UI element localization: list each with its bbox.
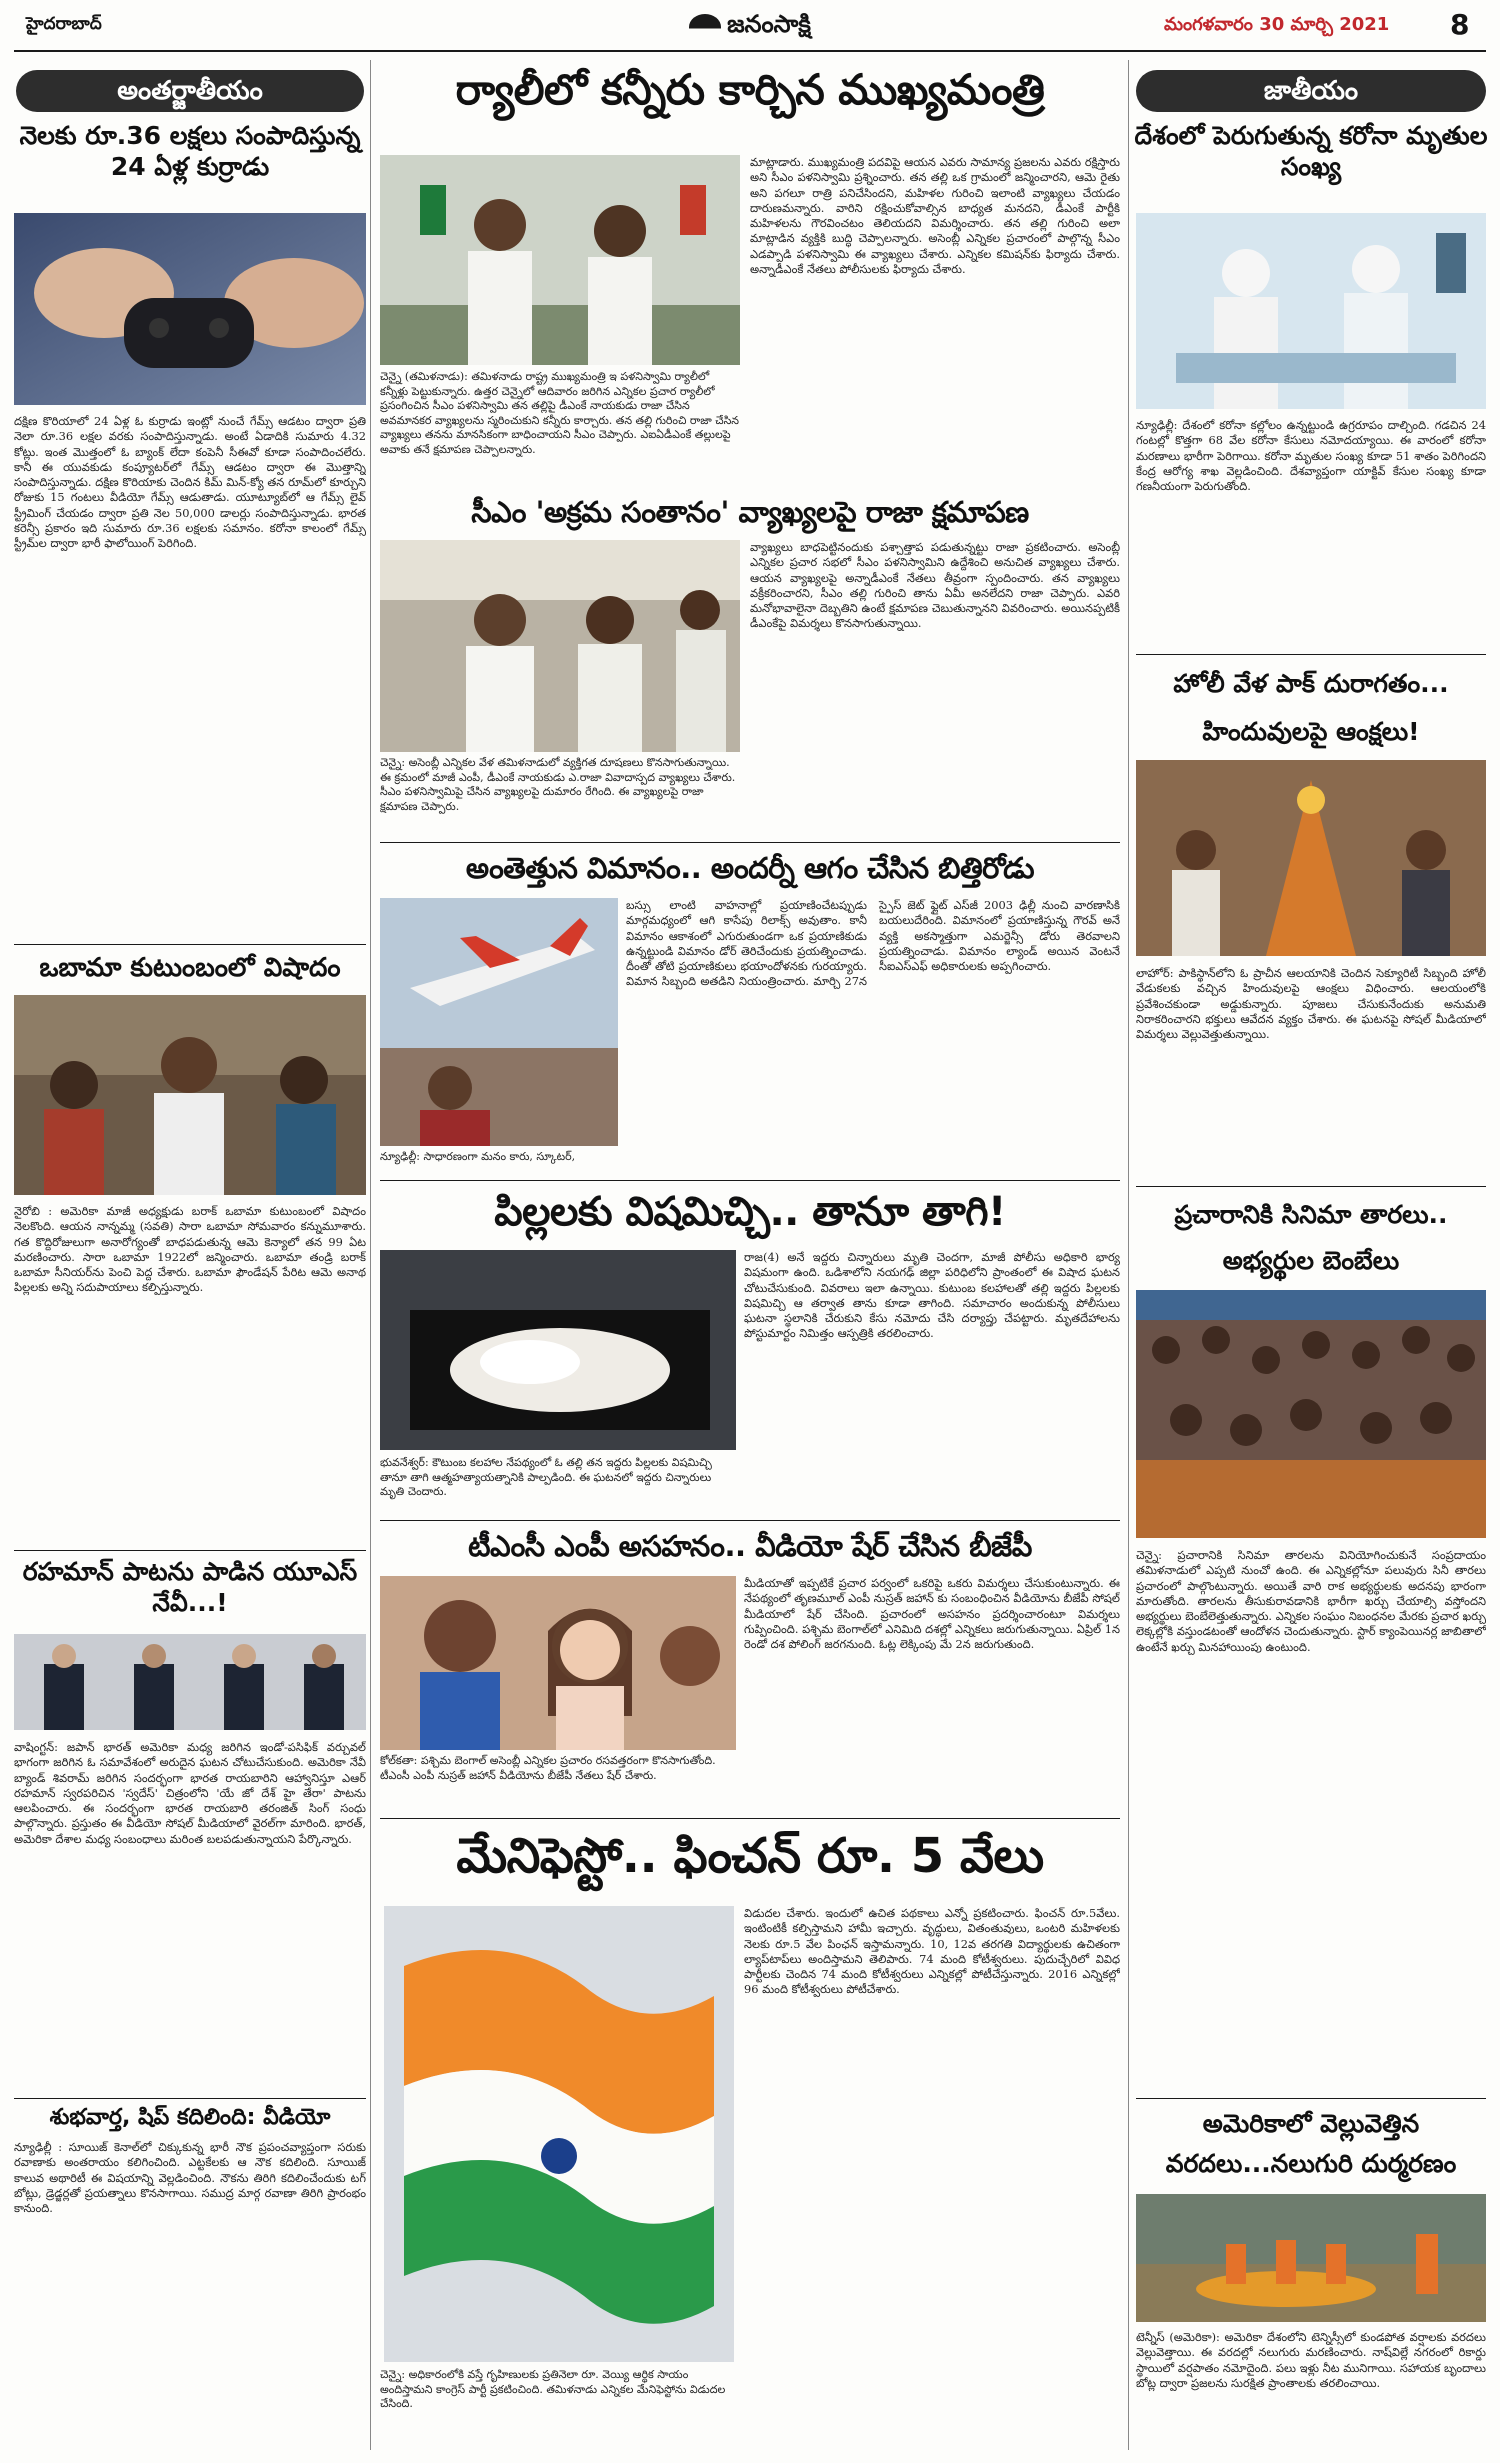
paper-name: జనంసాక్షి (727, 10, 811, 38)
article-floods-title: అమెరికాలో వెల్లువెత్తిన వరదలు...నలుగురి దుర్మరణం (1165, 2109, 1457, 2178)
article-stars-title: ప్రచారానికి సినిమా తారలు.. అభ్యర్థుల బెంబేలు (1174, 1200, 1448, 1275)
column-divider-left (370, 60, 371, 2450)
raja-photo-image (380, 540, 740, 752)
article-holi-title: హోలీ వేళ పాక్ దురాగతం... హిందువులపై ఆంక్షలు! (1173, 669, 1449, 746)
raja-body: వ్యాఖ్యలు బాధపెట్టినందుకు పశ్చాత్తాప పడుతున్నట్టు రాజా ప్రకటించారు. అసెంబ్లీ ఎన్నికల ప్రచార సభలో సీఎం పళనిస్వామిని ఉద్దేశించి అనుచిత వ్యాఖ్యలు చేశారు. ఆయన వ్యాఖ్యలపై అన్నాడీఎంకే నేతలు తీవ్రంగా స్పందించారు. తన వ్యాఖ్యలు వక్రీకరించారని, సీఎం తల్లి గురించి తాను ఏమీ అనలేదని రాజా చెప్పారు. ఎవరి మనోభావాలైనా దెబ్బతిని ఉంటే క్షమాపణ చెబుతున్నానని వివరించారు. అయినప్పటికీ డీఎంకేపై విమర్శలు కొనసాగుతున్నాయి. (750, 540, 1120, 631)
manifesto-body: విడుదల చేశారు. ఇందులో ఉచిత పథకాలు ఎన్నో ప్రకటించారు. ఫించన్ రూ.5వేలు. ఇంటింటికీ కల్పిస్తామని హామీ ఇచ్చారు. వృద్ధులు, వితంతువులు, ఒంటరి మహిళలకు నెలకు రూ.5 వేల పింఛన్ ఇస్తామన్నారు. 10, 12వ తరగతి విద్యార్థులకు ఉచితంగా ల్యాప్‌టాప్‌లు అందిస్తామని తెలిపారు. 74 మంది కోటీశ్వరులు. పుదుచ్చేరిలో వివిధ పార్టీలకు చెందిన 74 మంది కోటీశ్వరులు ఎన్నికల్లో పోటీచేస్తున్నారు. 2016 ఎన్నికల్లో 96 మంది కోటీశ్వరులు పోటీచేశారు. (744, 1906, 1120, 1997)
cm-rally-photo (380, 155, 740, 365)
article-navy-body: వాషింగ్టన్: జపాన్ భారత్ అమెరికా మధ్య జరిగిన ఇండో-పసిఫిక్ వర్చువల్ భాగంగా జరిగిన ఓ సమావేశంలో అరుదైన ఘటన చోటుచేసుకుంది. అమెరికా నేవీ బ్యాండ్ శివరామ్ జరిగిన సందర్భంగా భారత రాయబారిని ఆహ్వానిస్తూ ఎఆర్ రహమాన్ స్వరపరిచిన 'స్వదేస్' చిత్రంలోని 'యే జో దేశ్ హై తేరా' పాటను ఆలపించారు. ఈ సందర్భంగా భారత రాయబారి తరంజిత్ సింగ్ సంధు పాల్గొన్నారు. ప్రస్తుతం ఈ వీడియో సోషల్ మీడియాలో వైరల్‌గా మారింది. భారత్, అమెరికా దేశాల మధ్య సంబంధాలు మరింత బలపడుతున్నాయని పేర్కొన్నారు. (14, 1740, 366, 1846)
divider (14, 2098, 366, 2099)
manifesto-image (384, 1906, 734, 2362)
cm-rally-caption: చెన్నై (తమిళనాడు): తమిళనాడు రాష్ట్ర ముఖ్యమంత్రి ఇ పళనిస్వామి ర్యాలీలో కన్నీళ్లు పెట్టుకున్నారు. ఉత్తర చెన్నైలో ఆదివారం జరిగిన ఎన్నికల ప్రచార ర్యాలీలో ప్రసంగించిన సీఎం పళనిస్వామి తన తల్లిపై డీఎంకే నాయకుడు రాజా చేసిన అవమానకర వ్యాఖ్యలను స్మరించుకుని కన్నీరు కార్చారు. తన తల్లి గురించి రాజా చేసిన వ్యాఖ్యలు తనను మానసికంగా బాధించాయని సీఎం చెప్పారు. ఎఐఏడీఎంకే తల్లులపై అవాకు తనే క్షమాపణ చెప్పాలన్నారు. (380, 370, 740, 456)
page-number: 8 (1450, 8, 1470, 41)
floods-photo (1136, 2194, 1486, 2322)
headline-flight-passenger: అంతెత్తున విమానం.. అందర్నీ ఆగం చేసిన బిత్తిరోడు (465, 851, 1035, 885)
divider (1136, 2098, 1486, 2099)
flight-image (380, 898, 618, 1146)
divider (14, 944, 366, 945)
flight-caption: న్యూఢిల్లీ: సాధారణంగా మనం కారు, స్కూటర్, (380, 1150, 576, 1163)
poison-image (380, 1250, 736, 1450)
article-obama-body: నైరోబి : అమెరికా మాజీ అధ్యక్షుడు బరాక్ ఒబామా కుటుంబంలో విషాదం నెలకొంది. ఆయన నాన్నమ్మ (సవతి) సారా ఒబామా సోమవారం కన్నుమూశారు. గత కొద్దిరోజులుగా అనారోగ్యంతో బాధపడుతున్న ఆమె కెన్యాలో తన 99 ఏట మరణించారు. సారా ఒబామా 1922లో జన్మించారు. ఒబామా తండ్రి బరాక్ ఒబామా సీనియర్‌ను పెంచి పెద్ద చేశారు. ఒబామా ఫౌండేషన్ పేరిట ఆమె అనాథ పిల్లలకు అన్ని సదుపాయాలు కల్పిస్తున్నారు. (14, 1204, 366, 1295)
article-stars-body: చెన్నై: ప్రచారానికి సినిమా తారలను వినియోగించుకునే సంప్రదాయం తమిళనాడులో ఎప్పటి నుంచో ఉంది. ఈ ఎన్నికల్లోనూ పలువురు సినీ తారలు ప్రచారంలో పాల్గొంటున్నారు. అయితే వారి రాక అభ్యర్థులకు అదనపు భారంగా మారుతోంది. తారలను తీసుకురావడానికి భారీగా ఖర్చు చేయాల్సి వస్తోందని అభ్యర్థులు బెంబేలెత్తుతున్నారు. ఎన్నికల సంఘం నిబంధనల మేరకు ప్రచార ఖర్చు లెక్కల్లోకి వస్తుండటంతో ఆందోళన చెందుతున్నారు. స్టార్ క్యాంపెయినర్ల జాబితాలో ఉంటేనే ఖర్చు మినహాయింపు ఉంటుంది. (1136, 1548, 1486, 1654)
section-national: జాతీయం (1136, 70, 1486, 112)
floods-image (1136, 2194, 1486, 2322)
article-corona-title: దేశంలో పెరుగుతున్న కరోనా మృతుల సంఖ్య (1134, 121, 1488, 182)
manifesto-caption: చెన్నై: అధికారంలోకి వస్తే గృహిణులకు ప్రతినెలా రూ. వెయ్యి ఆర్థిక సాయం అందిస్తామని కాంగ్రెస్ పార్టీ ప్రకటించింది. తమిళనాడు ఎన్నికల మేనిఫెస్టోను విడుదల చేసింది. (380, 2368, 726, 2410)
headline-poison: పిల్లలకు విషమిచ్చి.. తానూ తాగి! (494, 1189, 1006, 1235)
tmc-mp-caption: కోల్‌కతా: పశ్చిమ బెంగాల్ అసెంబ్లీ ఎన్నికల ప్రచారం రసవత్తరంగా కొనసాగుతోంది. టీఎంసీ ఎంపీ నుస్రత్ జహాన్ వీడియోను బీజేపీ నేతలు షేర్ చేశారు. (380, 1754, 716, 1782)
article-navy-title: రహమాన్ పాటను పాడిన యూఎస్ నేవీ...! (22, 1557, 358, 1618)
divider (380, 842, 1120, 843)
divider (1136, 654, 1486, 655)
manifesto-photo (384, 1906, 734, 2362)
article-corona-body: న్యూఢిల్లీ: దేశంలో కరోనా కల్లోలం ఉన్నట్టుండి ఉగ్రరూపం దాల్చింది. గడచిన 24 గంటల్లో కొత్తగా 68 వేల కరోనా కేసులు నమోదయ్యాయి. ఈ వారంలో కరోనా మరణాలు భారీగా పెరిగాయి. కరోనా మృతుల సంఖ్య కూడా 51 శాతం పెరిగిందని కేంద్ర ఆరోగ్య శాఖ వెల్లడించింది. దేశవ్యాప్తంగా యాక్టివ్ కేసుల సంఖ్య కూడా గణనీయంగా పెరుగుతోంది. (1136, 418, 1486, 494)
header-city: హైదరాబాద్ (26, 14, 102, 34)
article-gamer-title: నెలకు రూ.36 లక్షలు సంపాదిస్తున్న 24 ఏళ్ల కుర్రాడు (19, 121, 361, 182)
masthead (650, 6, 850, 48)
headline-manifesto: మేనిఫెస్టో.. ఫించన్ రూ. 5 వేలు (456, 1828, 1044, 1884)
poison-body: రాజ(4) అనే ఇద్దరు చిన్నారులు మృతి చెందగా, మాజీ పోలీసు అధికారి భార్య విషమంగా ఉంది. ఒడిశాలోని నయగఢ్ జిల్లా పరిధిలోని ప్రాంతంలో ఈ విషాద ఘటన చోటుచేసుకుంది. వివరాలు ఇలా ఉన్నాయి. కుటుంబ కలహాలతో తల్లి ఇద్దరు పిల్లలకు విషమిచ్చి ఆ తర్వాత తాను కూడా తాగింది. సమాచారం అందుకున్న పోలీసులు ఘటనా స్థలానికి చేరుకుని కేసు నమోదు చేసి దర్యాప్తు చేపట్టారు. మృతదేహాలను పోస్టుమార్టం నిమిత్తం ఆస్పత్రికి తరలించారు. (744, 1250, 1120, 1341)
article-floods-body: టెన్నీస్ (అమెరికా): అమెరికా దేశంలోని టెన్నిస్సీలో కుండపోత వర్షాలకు వరదలు వెల్లువెత్తాయి. ఈ వరదల్లో నలుగురు మరణించారు. నాష్‌విల్లే నగరంలో రికార్డు స్థాయిలో వర్షపాతం నమోదైంది. పలు ఇళ్లు నీట మునిగాయి. సహాయక బృందాలు బోట్ల ద్వారా ప్రజలను సురక్షిత ప్రాంతాలకు తరలించాయి. (1136, 2330, 1486, 2390)
column-divider-right (1128, 60, 1129, 2450)
article-gamer-body: దక్షిణ కొరియాలో 24 ఏళ్ల ఓ కుర్రాడు ఇంట్లో నుంచే గేమ్స్ ఆడటం ద్వారా ప్రతి నెలా రూ.36 లక్షల వరకు సంపాదిస్తున్నాడు. అంటే ఏడాదికి సుమారు 4.32 కోట్లు. ఇంత మొత్తంలో ఓ బ్యాంక్ లేదా కంపెనీ సీఈవో కూడా సంపాదించలేరు. కానీ ఈ యువకుడు కంప్యూటర్‌లో గేమ్స్ ఆడటం ద్వారా ఈ మొత్తాన్ని సంపాదిస్తున్నాడు. దక్షిణ కొరియాకు చెందిన కిమ్ మిన్-క్యో తన రూమ్‌లో కూర్చుని రోజుకు 15 గంటలు వీడియో గేమ్స్ ఆడుతాడు. యూట్యూబ్‌లో ఆ గేమ్స్ లైవ్ స్ట్రీమింగ్ చేయడం ద్వారా ప్రతి నెల 50,000 డాలర్లు సంపాదిస్తున్నాడు. భారత కరెన్సీ ప్రకారం ఇది సుమారు రూ.36 లక్షలకు సమానం. కరోనా కాలంలో గేమ్స్ స్ట్రీమ్‌ల ద్వారా భారీ ఫాలోయింగ్ పెరిగింది. (14, 414, 366, 551)
header-rule (14, 50, 1486, 52)
headline-tmc-mp: టీఎంసీ ఎంపీ అసహనం.. వీడియో షేర్ చేసిన బీజేపీ (468, 1529, 1032, 1563)
tmc-mp-body: మీడియాతో ఇప్పటికే ప్రచార పర్వంలో ఒకరిపై ఒకరు విమర్శలు చేసుకుంటున్నారు. ఈ నేపథ్యంలో తృణమూల్ ఎంపీ నుస్రత్ జహాన్ కు సంబంధించిన వీడియోను బీజేపీ సోషల్ మీడియాలో షేర్ చేసింది. ప్రచారంలో అసహనం ప్రదర్శించారంటూ విమర్శలు గుప్పించింది. పశ్చిమ బెంగాల్‌లో ఎనిమిది దశల్లో ఎన్నికలు జరుగుతున్నాయి. ఏప్రిల్ 1న రెండో దశ పోలింగ్ జరగనుంది. ఓట్ల లెక్కింపు మే 2న జరుగుతుంది. (744, 1576, 1120, 1652)
raja-photo (380, 540, 740, 752)
holi-image (1136, 760, 1486, 956)
divider (380, 1180, 1120, 1181)
obama-photo (14, 995, 366, 1195)
article-holi-body: లాహోర్: పాకిస్థాన్‌లోని ఓ ప్రాచీన ఆలయానికి చెందిన సెక్యూరిటీ సిబ్బంది హోలీ వేడుకలకు వచ్చిన హిందువులపై ఆంక్షలు విధించారు. ఆలయంలోకి ప్రవేశించకుండా అడ్డుకున్నారు. పూజలు చేసుకునేందుకు అనుమతి నిరాకరించారని భక్తులు ఆవేదన వ్యక్తం చేశారు. ఈ ఘటనపై సోషల్ మీడియాలో విమర్శలు వెల్లువెత్తుతున్నాయి. (1136, 966, 1486, 1042)
header-date: మంగళవారం 30 మార్చి 2021 (1164, 14, 1390, 35)
paper-logo-icon (689, 14, 721, 40)
tmc-mp-image (380, 1576, 736, 1750)
tmc-mp-photo (380, 1576, 736, 1750)
headline-cm-tears: ర్యాలీలో కన్నీరు కార్చిన ముఖ్యమంత్రి (455, 65, 1045, 114)
divider (14, 1550, 366, 1551)
stars-photo (1136, 1290, 1486, 1538)
divider (1136, 1186, 1486, 1187)
holi-photo (1136, 760, 1486, 956)
flight-body: బస్సు లాంటి వాహనాల్లో ప్రయాణించేటప్పుడు మార్గమధ్యంలో ఆగి కాసేపు రిలాక్స్ అవుతాం. కానీ విమానం ఆకాశంలో ఎగురుతుండగా ఒక ప్రయాణికుడు ఉన్నట్టుండి విమానం డోర్ తెరిచేందుకు ప్రయత్నించాడు. దీంతో తోటి ప్రయాణికులు భయాందోళనకు గురయ్యారు. విమాన సిబ్బంది అతడిని నియంత్రించారు. మార్చి 27న స్పైస్ జెట్ ఫ్లైట్ ఎస్‌జీ 2003 ఢిల్లీ నుంచి వారణాసికి బయలుదేరింది. విమానంలో ప్రయాణిస్తున్న గౌరవ్ అనే వ్యక్తి అకస్మాత్తుగా ఎమర్జెన్సీ డోరు తెరవాలని ప్రయత్నించాడు. విమానం ల్యాండ్ అయిన వెంటనే సీఐఎస్ఎఫ్ అధికారులకు అప్పగించారు. (626, 898, 1120, 989)
poison-caption: భువనేశ్వర్: కౌటుంబ కలహాల నేపథ్యంలో ఓ తల్లి తన ఇద్దరు పిల్లలకు విషమిచ్చి తానూ తాగి ఆత్మహత్యాయత్నానికి పాల్పడింది. ఈ ఘటనలో ఇద్దరు చిన్నారులు మృతి చెందారు. (380, 1456, 712, 1498)
cm-rally-body: మాట్లాడారు. ముఖ్యమంత్రి పదవిపై ఆయన ఎవరు సామాన్య ప్రజలను ఎవరు రక్షిస్తారు అని సీఎం పళనిస్వామి ప్రశ్నించారు. తన తల్లి ఒక గ్రామంలో జన్మించారని, ఆమె రైతు అని పగలూ రాత్రి పనిచేసిందని, మహిళల గురించి ఇలాంటి వ్యాఖ్యలు చేయడం దారుణమన్నారు. వారిని రక్షించుకోవాల్సిన బాధ్యత మనదని, డీఎంకే పార్టీకి మహిళలను గౌరవించటం తెలియదని విమర్శించారు. తన తల్లి గురించి అలా మాట్లాడిన వ్యక్తికి బుద్ధి చెప్పాలన్నారు. అసెంబ్లీ ఎన్నికల ప్రచారంలో పాల్గొన్న సీఎం ఎడప్పాడి పళనిస్వామి ఈ వ్యాఖ్యలు చేశారు. ఎన్నికల కమిషన్‌కు ఫిర్యాదు చేశారు. అన్నాడీఎంకే నేతలు పోలీసులకు ఫిర్యాదు చేశారు. (750, 155, 1120, 277)
gamer-photo (14, 213, 366, 405)
raja-caption: చెన్నై: అసెంబ్లీ ఎన్నికల వేళ తమిళనాడులో వ్యక్తిగత దూషణలు కొనసాగుతున్నాయి. ఈ క్రమంలో మాజీ ఎంపీ, డీఎంకే నాయకుడు ఎ.రాజా వివాదాస్పద వ్యాఖ్యలు చేశారు. సీఎం పళనిస్వామిపై చేసిన వ్యాఖ్యలపై దుమారం రేగింది. ఈ వ్యాఖ్యలపై రాజా క్షమాపణ చెప్పారు. (380, 756, 736, 813)
headline-raja-apology: సీఎం 'అక్రమ సంతానం' వ్యాఖ్యలపై రాజా క్షమాపణ (471, 495, 1029, 529)
article-obama-title: ఒబామా కుటుంబంలో విషాదం (39, 953, 341, 983)
obama-photo-image (14, 995, 366, 1195)
section-international: అంతర్జాతీయం (16, 70, 364, 112)
cm-rally-image (380, 155, 740, 365)
divider (380, 1818, 1120, 1819)
gamer-photo-image (14, 213, 366, 405)
navy-photo-image (14, 1634, 366, 1730)
navy-photo (14, 1634, 366, 1730)
corona-photo (1136, 213, 1486, 409)
poison-photo (380, 1250, 736, 1450)
corona-image (1136, 213, 1486, 409)
divider (380, 1520, 1120, 1521)
flight-photo (380, 898, 618, 1146)
stars-image (1136, 1290, 1486, 1538)
article-ship-body: న్యూఢిల్లీ : సూయిజ్ కెనాల్‌లో చిక్కుకున్న భారీ నౌక ప్రపంచవ్యాప్తంగా సరుకు రవాణాకు అంతరాయం కలిగించింది. ఎట్టకేలకు ఆ నౌక కదిలింది. సూయిజ్ కాలువ అథారిటీ ఈ విషయాన్ని వెల్లడించింది. నౌకను తిరిగి కదిలించేందుకు టగ్ బోట్లు, డ్రెడ్జర్లతో ప్రయత్నాలు కొనసాగాయి. సముద్ర మార్గ రవాణా తిరిగి ప్రారంభం కానుంది. (14, 2140, 366, 2216)
article-ship-title: శుభవార్త, షిప్ కదిలింది: వీడియో (49, 2105, 331, 2130)
